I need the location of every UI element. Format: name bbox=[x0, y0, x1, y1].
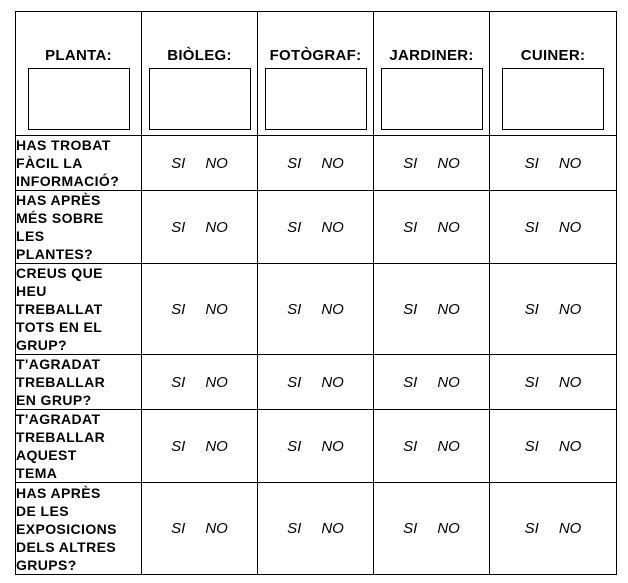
question-row bbox=[16, 191, 617, 264]
answer-cell bbox=[490, 136, 617, 191]
answer-cell bbox=[490, 264, 617, 355]
header-cell-cuiner bbox=[490, 12, 617, 136]
question-line: MÉS SOBRE bbox=[16, 210, 104, 226]
question-text bbox=[16, 191, 142, 264]
question-line: TREBALLAT bbox=[16, 301, 103, 317]
question-line: T'AGRADAT bbox=[16, 356, 101, 372]
name-box-biolog[interactable] bbox=[149, 68, 251, 130]
header-cell-planta bbox=[16, 12, 142, 136]
answer-option-si[interactable]: SI bbox=[524, 218, 539, 236]
answer-option-no[interactable]: NO bbox=[321, 154, 344, 172]
answer-cell bbox=[374, 136, 490, 191]
name-box-planta[interactable] bbox=[28, 68, 130, 130]
question-line: EXPOSICIONS bbox=[16, 520, 117, 537]
answer-option-si[interactable]: SI bbox=[524, 520, 539, 537]
answer-option-si[interactable]: SI bbox=[171, 520, 186, 537]
question-line: HAS TROBAT bbox=[16, 137, 111, 153]
answer-option-si[interactable]: SI bbox=[171, 218, 186, 236]
answer-cell bbox=[258, 264, 374, 355]
question-line: CREUS QUE bbox=[16, 265, 103, 281]
answer-option-no[interactable]: NO bbox=[321, 300, 344, 318]
answer-option-si[interactable]: SI bbox=[171, 373, 186, 391]
answer-option-no[interactable]: NO bbox=[321, 218, 344, 236]
answer-cell bbox=[490, 191, 617, 264]
answer-option-si[interactable]: SI bbox=[287, 154, 302, 172]
question-line: LES bbox=[16, 228, 45, 244]
answer-option-no[interactable]: NO bbox=[437, 520, 460, 537]
question-row bbox=[16, 355, 617, 410]
role-label-fotograf: FOTÒGRAF: bbox=[269, 47, 362, 64]
header-cell-biolog bbox=[142, 12, 258, 136]
answer-option-no[interactable]: NO bbox=[558, 373, 582, 391]
answer-cell bbox=[142, 191, 258, 264]
answer-option-si[interactable]: SI bbox=[287, 373, 302, 391]
answer-option-no[interactable]: NO bbox=[558, 154, 582, 172]
answer-option-si[interactable]: SI bbox=[171, 300, 186, 318]
answer-option-si[interactable]: SI bbox=[171, 154, 186, 172]
question-row bbox=[16, 264, 617, 355]
question-text bbox=[16, 410, 142, 483]
question-line: TEMA bbox=[16, 465, 58, 481]
question-line: T'AGRADAT bbox=[16, 411, 101, 427]
answer-cell bbox=[258, 410, 374, 483]
answer-option-si[interactable]: SI bbox=[287, 300, 302, 318]
answer-option-si[interactable]: SI bbox=[171, 437, 186, 455]
answer-cell bbox=[490, 355, 617, 410]
answer-option-si[interactable]: SI bbox=[403, 520, 418, 537]
answer-cell bbox=[374, 264, 490, 355]
answer-cell bbox=[258, 136, 374, 191]
name-box-cuiner[interactable] bbox=[502, 68, 604, 130]
answer-option-no[interactable]: NO bbox=[437, 437, 460, 455]
header-cell-fotograf bbox=[258, 12, 374, 136]
question-line: HAS APRÈS bbox=[16, 484, 101, 501]
question-rows bbox=[16, 136, 617, 575]
answer-cell bbox=[490, 410, 617, 483]
answer-cell bbox=[142, 410, 258, 483]
answer-option-no[interactable]: NO bbox=[321, 373, 344, 391]
answer-option-no[interactable]: NO bbox=[437, 373, 460, 391]
question-row bbox=[16, 136, 617, 191]
answer-cell bbox=[142, 355, 258, 410]
role-label-planta: PLANTA: bbox=[45, 47, 112, 64]
answer-option-si[interactable]: SI bbox=[403, 154, 418, 172]
answer-cell bbox=[258, 483, 374, 575]
answer-option-no[interactable]: NO bbox=[205, 437, 228, 455]
question-line: TREBALLAR bbox=[16, 429, 106, 445]
answer-option-no[interactable]: NO bbox=[205, 154, 228, 172]
question-line: FÀCIL LA bbox=[16, 155, 83, 171]
answer-option-no[interactable]: NO bbox=[321, 437, 344, 455]
question-line: EN GRUP? bbox=[16, 392, 92, 408]
answer-option-si[interactable]: SI bbox=[287, 218, 302, 236]
answer-option-no[interactable]: NO bbox=[558, 437, 582, 455]
answer-option-no[interactable]: NO bbox=[558, 218, 582, 236]
answer-cell bbox=[374, 355, 490, 410]
question-line: DELS ALTRES bbox=[16, 538, 117, 555]
question-line: GRUP? bbox=[16, 337, 67, 353]
answer-cell bbox=[490, 483, 617, 575]
answer-option-si[interactable]: SI bbox=[524, 154, 539, 172]
answer-cell bbox=[142, 264, 258, 355]
header-row bbox=[16, 12, 617, 136]
answer-option-si[interactable]: SI bbox=[524, 300, 539, 318]
question-line: TOTS EN EL bbox=[16, 319, 103, 335]
question-row bbox=[16, 410, 617, 483]
question-line: TREBALLAR bbox=[16, 374, 106, 390]
question-text bbox=[16, 355, 142, 410]
question-row bbox=[16, 483, 617, 575]
question-line: PLANTES? bbox=[16, 246, 94, 262]
question-text bbox=[16, 483, 142, 575]
answer-cell bbox=[258, 191, 374, 264]
name-box-jardiner[interactable] bbox=[381, 68, 483, 130]
answer-option-si[interactable]: SI bbox=[287, 437, 302, 455]
question-line: HEU bbox=[16, 283, 47, 299]
answer-option-si[interactable]: SI bbox=[403, 218, 418, 236]
answer-cell bbox=[374, 483, 490, 575]
answer-option-no[interactable]: NO bbox=[437, 154, 460, 172]
role-label-cuiner: CUINER: bbox=[520, 47, 586, 64]
answer-option-no[interactable]: NO bbox=[205, 218, 228, 236]
answer-cell bbox=[374, 191, 490, 264]
question-line: HAS APRÈS bbox=[16, 192, 101, 208]
answer-option-si[interactable]: SI bbox=[403, 437, 418, 455]
evaluation-table bbox=[15, 11, 617, 575]
name-box-fotograf[interactable] bbox=[265, 68, 367, 130]
answer-option-no[interactable]: NO bbox=[205, 373, 228, 391]
answer-option-si[interactable]: SI bbox=[524, 373, 539, 391]
question-line: DE LES bbox=[16, 502, 69, 519]
question-line: GRUPS? bbox=[16, 556, 77, 573]
answer-option-si[interactable]: SI bbox=[524, 437, 539, 455]
question-line: AQUEST bbox=[16, 447, 77, 463]
question-text bbox=[16, 136, 142, 191]
question-text bbox=[16, 264, 142, 355]
question-line: INFORMACIÓ? bbox=[16, 173, 120, 189]
answer-option-no[interactable]: NO bbox=[558, 520, 582, 537]
role-label-jardiner: JARDINER: bbox=[389, 47, 474, 64]
answer-option-si[interactable]: SI bbox=[403, 373, 418, 391]
answer-option-no[interactable]: NO bbox=[437, 218, 460, 236]
answer-option-no[interactable]: NO bbox=[205, 520, 228, 537]
answer-cell bbox=[258, 355, 374, 410]
answer-option-si[interactable]: SI bbox=[287, 520, 302, 537]
role-label-biolog: BIÒLEG: bbox=[167, 47, 232, 64]
answer-option-si[interactable]: SI bbox=[403, 300, 418, 318]
answer-cell bbox=[374, 410, 490, 483]
answer-cell bbox=[142, 483, 258, 575]
answer-option-no[interactable]: NO bbox=[205, 300, 228, 318]
header-cell-jardiner bbox=[374, 12, 490, 136]
answer-option-no[interactable]: NO bbox=[437, 300, 460, 318]
answer-option-no[interactable]: NO bbox=[558, 300, 582, 318]
answer-option-no[interactable]: NO bbox=[321, 520, 344, 537]
answer-cell bbox=[142, 136, 258, 191]
